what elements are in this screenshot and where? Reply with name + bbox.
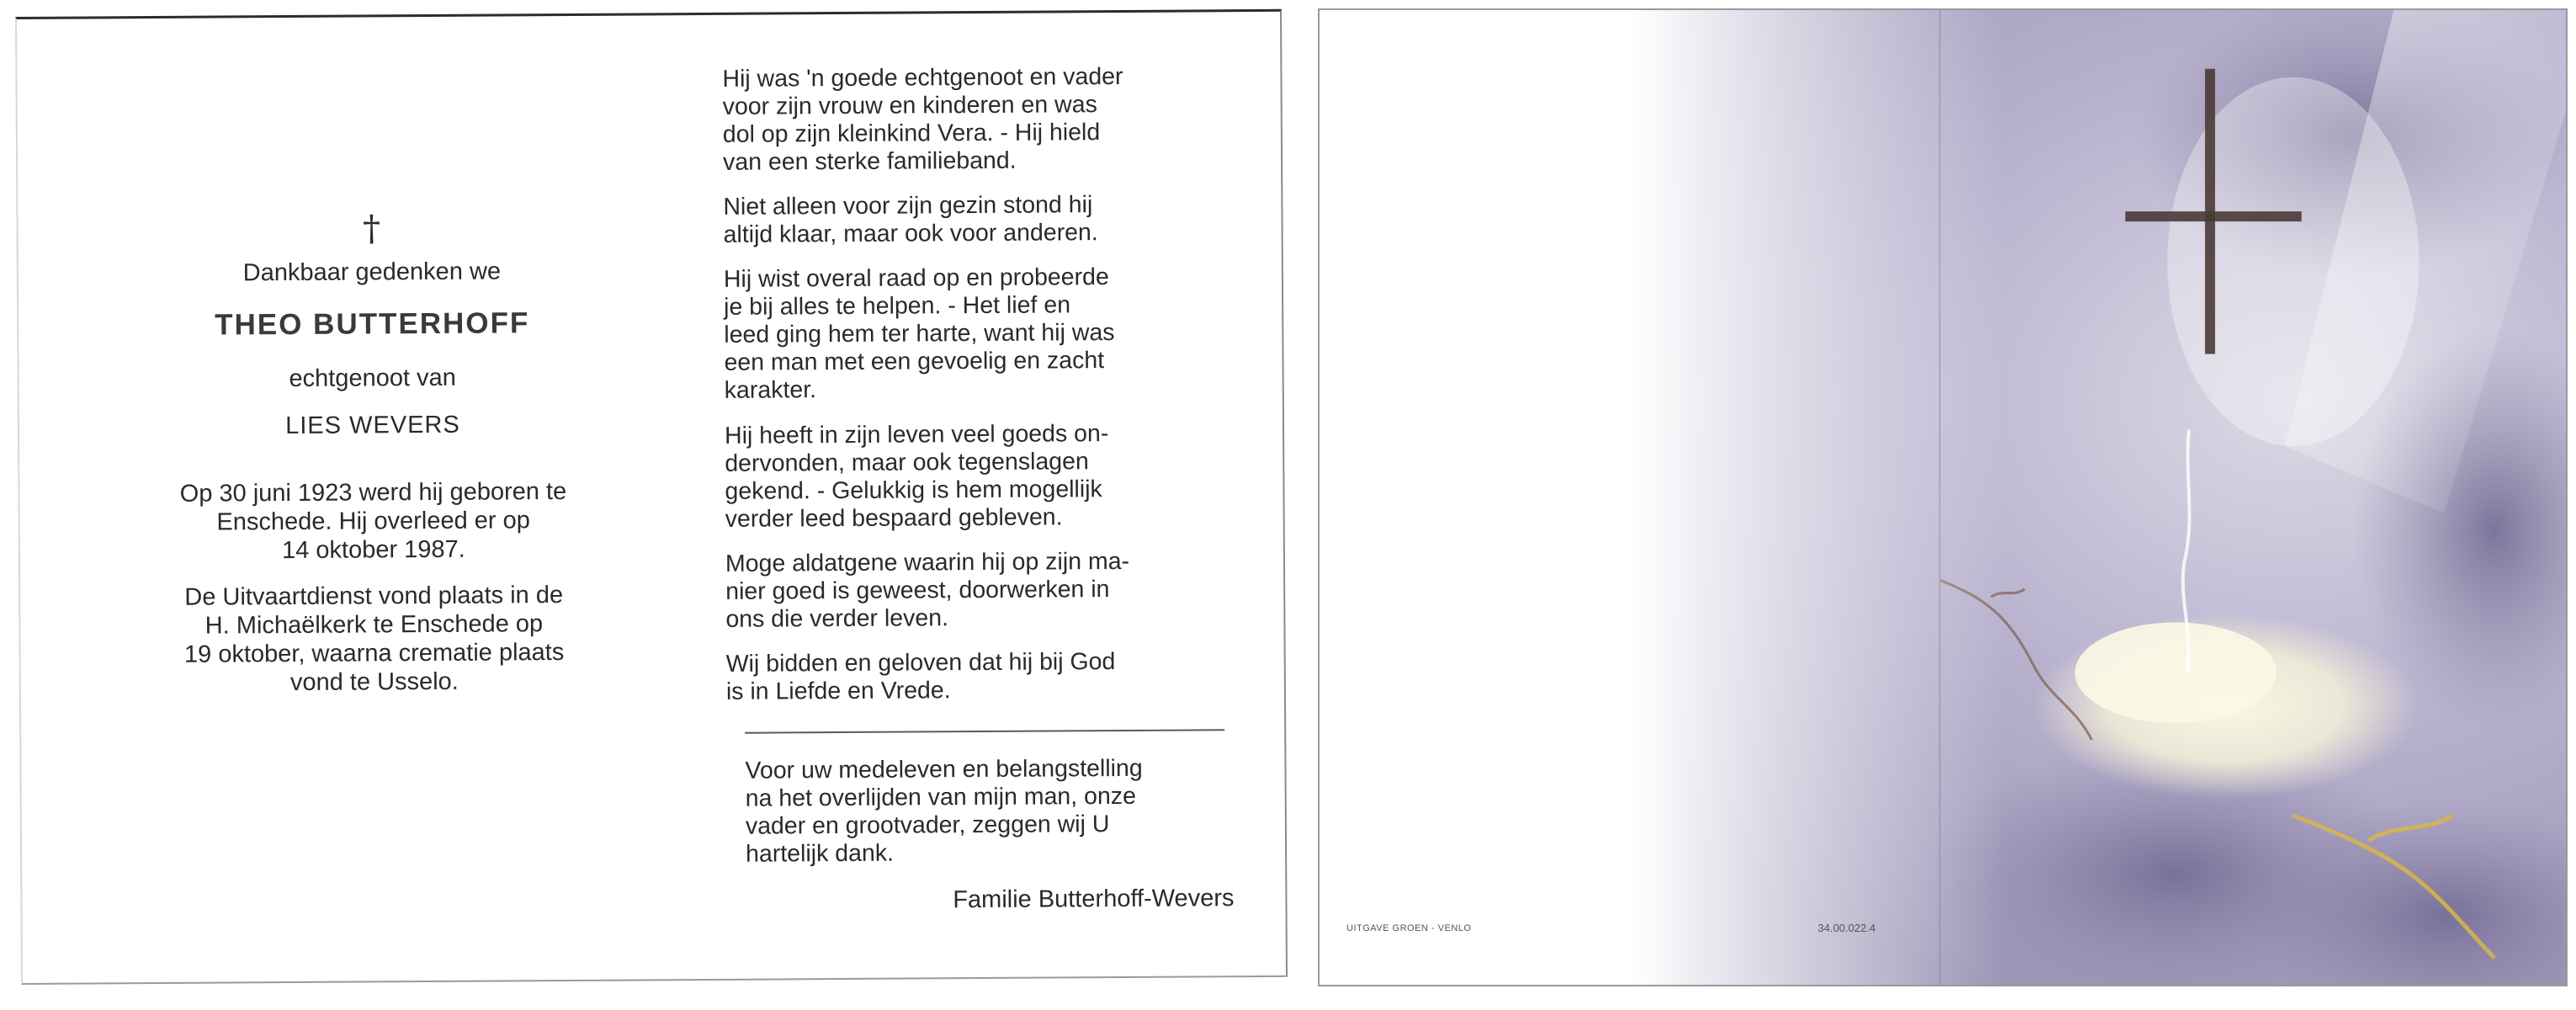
tribute-paragraph-2 — [723, 190, 1228, 249]
memorial-card-inside — [15, 9, 1288, 985]
cross-symbol: † — [362, 207, 381, 249]
paragraph-line: karakter. — [724, 376, 817, 405]
paragraph-line: Op 30 juni 1923 werd hij geboren te — [179, 477, 567, 508]
paragraph-line: Niet alleen voor zijn gezin stond hij — [723, 191, 1093, 221]
relation-text: echtgenoot van — [289, 364, 456, 392]
paragraph-line: Wij bidden en geloven dat hij bij God — [725, 647, 1116, 678]
paragraph-line: nier goed is geweest, doorwerken in — [725, 575, 1110, 605]
paragraph-line: De Uitvaartdienst vond plaats in de — [184, 581, 564, 611]
paragraph-line: hartelijk dank. — [745, 839, 895, 868]
paragraph-line: Moge aldatgene waarin hij op zijn ma- — [725, 547, 1130, 577]
paragraph-line: 19 oktober, waarna crematie plaats — [183, 639, 565, 668]
tribute-paragraph-5 — [725, 547, 1231, 634]
tribute-paragraph-1 — [722, 62, 1228, 177]
paragraph-line: van een sterke familieband. — [722, 146, 1017, 177]
print-code: 34.00.022.4 — [1818, 922, 1876, 934]
paragraph-line: Enschede. Hij overleed er op — [216, 507, 530, 536]
thanks-paragraph — [745, 754, 1234, 869]
paragraph-line: vond te Usselo. — [289, 668, 459, 697]
paragraph-line: Hij wist overal raad op en probeerde — [723, 263, 1109, 294]
fold-line — [1939, 10, 1941, 985]
paragraph-line: dervonden, maar ook tegenslagen — [725, 447, 1089, 477]
paragraph-line: een man met een gevoelig en zacht — [724, 347, 1105, 377]
cross-in-clouds-artwork — [1320, 10, 2566, 985]
paragraph-line: gekend. - Gelukkig is hem mogellijk — [725, 475, 1102, 505]
publisher-imprint: UITGAVE GROEN - VENLO — [1346, 923, 1472, 933]
paragraph-line: na het overlijden van mijn man, onze — [745, 782, 1136, 812]
paragraph-line: altijd klaar, maar ook voor anderen. — [723, 219, 1098, 249]
right-column — [722, 62, 1231, 723]
paragraph-line: H. Michaëlkerk te Enschede op — [204, 610, 544, 640]
left-column — [127, 207, 619, 715]
spouse-name: LIES WEVERS — [285, 411, 460, 439]
tribute-paragraph-6 — [726, 647, 1231, 706]
paragraph-line: leed ging hem ter harte, want hij was — [724, 319, 1115, 349]
paragraph-line: vader en grootvader, zeggen wij U — [745, 811, 1110, 840]
tribute-paragraph-4 — [725, 419, 1230, 534]
paragraph-line: Voor uw medeleven en belangstelling — [745, 754, 1143, 784]
cross-horizontal-beam — [2125, 211, 2301, 221]
paragraph-line: ons die verder leven. — [725, 604, 949, 633]
funeral-paragraph — [130, 580, 619, 698]
tribute-paragraph-3 — [724, 263, 1230, 405]
paragraph-line: je bij alles te helpen. - Het lief en — [724, 291, 1071, 322]
memorial-card-cover — [1318, 8, 2568, 986]
deceased-name: THEO BUTTERHOFF — [215, 306, 530, 342]
paragraph-line: Hij was 'n goede echtgenoot en vader — [722, 62, 1123, 93]
birth-death-paragraph — [129, 477, 618, 566]
intro-text: Dankbaar gedenken we — [242, 258, 502, 287]
family-signature: Familie Butterhoff-Wevers — [953, 885, 1235, 914]
paragraph-line: Hij heeft in zijn leven veel goeds on- — [724, 419, 1109, 449]
paragraph-line: verder leed bespaard gebleven. — [725, 503, 1063, 533]
paragraph-line: dol op zijn kleinkind Vera. - Hij hield — [722, 119, 1101, 148]
paragraph-line: is in Liefde en Vrede. — [725, 677, 951, 705]
divider-line — [745, 729, 1224, 733]
paragraph-line: voor zijn vrouw en kinderen en was — [722, 91, 1097, 120]
paragraph-line: 14 oktober 1987. — [281, 536, 465, 565]
